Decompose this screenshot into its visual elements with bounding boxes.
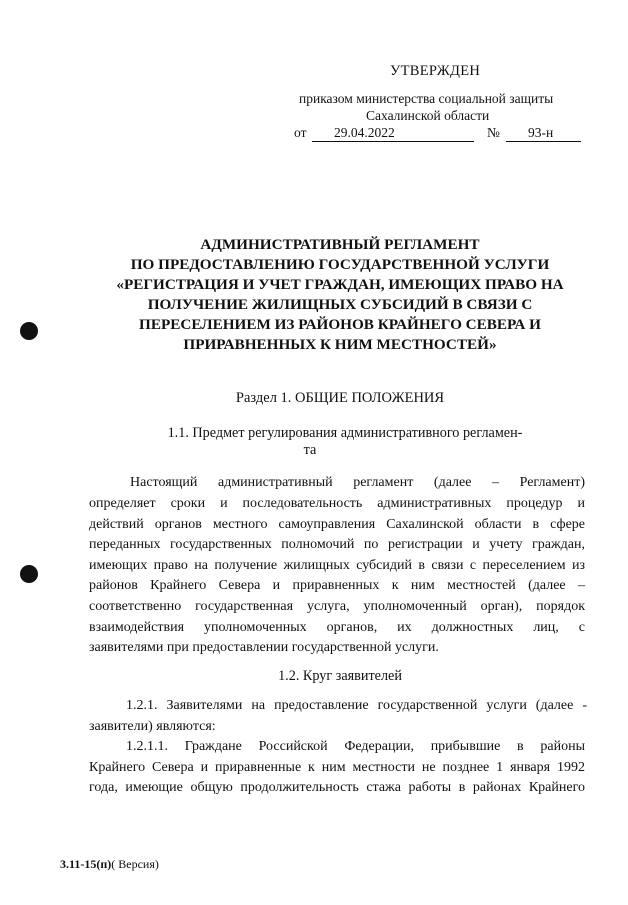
from-label: от: [294, 125, 307, 140]
paragraph-first-line: [89, 473, 585, 494]
number-sign: №: [487, 125, 500, 140]
title-line: ПО ПРЕДОСТАВЛЕНИЮ ГОСУДАРСТВЕННОЙ УСЛУГИ: [130, 256, 550, 273]
title-line: ПЕРЕСЕЛЕНИЕМ ИЗ РАЙОНОВ КРАЙНЕГО СЕВЕРА И: [139, 316, 541, 333]
approval-date-row: [294, 125, 594, 145]
subsection-heading: 1.2. Круг заявителей: [278, 668, 402, 684]
paragraph-line: Крайнего Севера и приравненные к ним местности не позднее 1 января 1992: [89, 759, 585, 775]
paragraph-applicant-citizens: [89, 737, 585, 799]
approval-region-line: Сахалинской области: [366, 108, 490, 123]
paragraph-regulation-scope: [89, 494, 585, 659]
paragraph-line: 1.2.1.1. Граждане Российской Федерации, прибывшие в районы: [126, 739, 585, 754]
section-heading: Раздел 1. ОБЩИЕ ПОЛОЖЕНИЯ: [235, 390, 445, 406]
paragraph-line: заявители) являются:: [89, 718, 216, 734]
approval-number: 93-н: [506, 125, 581, 142]
paragraph-line: Настоящий административный регламент (далее – Регламент): [130, 475, 585, 490]
paragraph-line: заявителями при предоставлении государственной услуги.: [89, 640, 439, 656]
document-title: [60, 235, 620, 355]
paragraph-line: имеющих право на получение жилищных субсидий в связи с переселением из: [89, 557, 585, 573]
approval-date: 29.04.2022: [312, 125, 474, 142]
title-line: ПОЛУЧЕНИЕ ЖИЛИЩНЫХ СУБСИДИЙ В СВЯЗИ С: [147, 296, 533, 313]
footer-code: 3.11-15(п): [60, 857, 112, 871]
title-line: ПРИРАВНЕННЫХ К НИМ МЕСТНОСТЕЙ»: [183, 336, 497, 353]
approved-label: УТВЕРЖДЕН: [390, 63, 481, 79]
paragraph-applicants: [89, 696, 587, 737]
approval-order-line: приказом министерства социальной защиты: [299, 91, 554, 106]
paragraph-line: определяет сроки и последовательность административных процедур и: [89, 496, 585, 511]
paragraph-line: соответственно государственная услуга, уполномоченный орган), порядок: [89, 598, 585, 614]
punch-hole: [20, 322, 38, 340]
paragraph-line: районов Крайнего Севера и приравненных к ним местностей (далее –: [89, 578, 585, 594]
subsection-heading: 1.1. Предмет регулирования административного регламен-: [167, 425, 523, 441]
footer-version-label: ( Версия): [111, 857, 159, 871]
punch-hole: [20, 565, 38, 583]
footer-version: [60, 857, 159, 872]
paragraph-line: действий органов местного самоуправления Сахалинской области в сфере: [89, 516, 585, 532]
paragraph-line: взаимодействия уполномоченных органов, их должностных лиц, с: [89, 619, 585, 635]
title-line: АДМИНИСТРАТИВНЫЙ РЕГЛАМЕНТ: [200, 236, 480, 253]
subsection-heading-continuation: та: [303, 442, 317, 458]
paragraph-line: года, имеющие общую продолжительность стажа работы в районах Крайнего: [89, 780, 585, 796]
paragraph-line: переданных государственных полномочий по регистрации и учету граждан,: [89, 537, 585, 553]
title-line: «РЕГИСТРАЦИЯ И УЧЕТ ГРАЖДАН, ИМЕЮЩИХ ПРАВО НА: [116, 276, 564, 293]
paragraph-line: 1.2.1. Заявителями на предоставление государственной услуги (далее -: [126, 698, 587, 713]
